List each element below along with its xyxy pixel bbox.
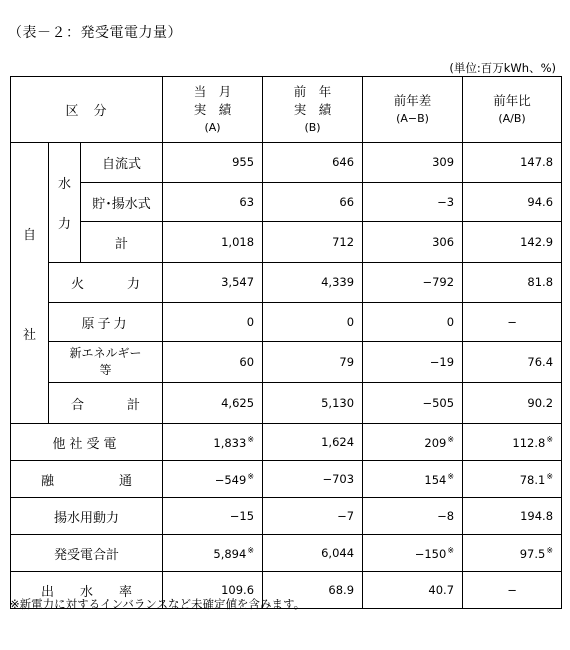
- table-row: 揚水用動力 −15 −7 −8 194.8: [11, 498, 562, 535]
- header-prev: 前 年 実 績 (B): [263, 77, 363, 143]
- table-row: 融 通 −549※ −703 154※ 78.1※: [11, 461, 562, 498]
- header-row: [11, 77, 562, 143]
- table-row: 火 力 3,547 4,339 −792 81.8: [11, 263, 562, 303]
- header-ratio: 前年比 (A/B): [463, 77, 562, 143]
- unit-label: (単位:百万kWh、%): [449, 61, 556, 75]
- row-label-kei: 計: [81, 222, 163, 263]
- power-table: [10, 76, 562, 609]
- table-title: （表－２：発受電電力量）: [8, 25, 182, 41]
- table-row: 原子力 0 0 0 −: [11, 302, 562, 342]
- row-label-genshiryoku: 原子力: [49, 302, 163, 342]
- row-label-goukei: 合 計: [49, 383, 163, 424]
- table-row: 新エネルギー 等 60 79 −19 76.4: [11, 342, 562, 383]
- table-row: 貯･揚水式 63 66 −3 94.6: [11, 182, 562, 222]
- row-label-karyoku: 火 力: [49, 263, 163, 303]
- header-current: 当 月 実 績 (A): [163, 77, 263, 143]
- table-row: 計 1,018 712 306 142.9: [11, 222, 562, 263]
- footnote: ※新電力に対するインバランスなど未確定値を含みます。: [10, 597, 306, 611]
- table-row: 合 計 4,625 5,130 −505 90.2: [11, 383, 562, 424]
- row-label-shussui: 出 水 率: [11, 572, 163, 609]
- row-label-hatsujuden: 発受電合計: [11, 535, 163, 572]
- header-category: 区 分: [11, 77, 163, 143]
- table-row: 発受電合計 5,894※ 6,044 −150※ 97.5※: [11, 535, 562, 572]
- row-label-jiryu: 自流式: [81, 143, 163, 183]
- sui-label: 水 力: [49, 143, 81, 263]
- row-label-yuzu: 融 通: [11, 461, 163, 498]
- row-label-shin-energy: 新エネルギー 等: [49, 342, 163, 383]
- jisha-label: 自 社: [11, 143, 49, 424]
- row-label-yosui-doryoku: 揚水用動力: [11, 498, 163, 535]
- row-label-yosui: 貯･揚水式: [81, 182, 163, 222]
- row-label-tasha: 他社受電: [11, 424, 163, 461]
- header-diff: 前年差 (A−B): [363, 77, 463, 143]
- table-row: 他社受電 1,833※ 1,624 209※ 112.8※: [11, 424, 562, 461]
- table-row: 自 社 水 力 自流式 955 646 309 147.8: [11, 143, 562, 183]
- table-row: 出 水 率 109.6 68.9 40.7 −: [11, 572, 562, 609]
